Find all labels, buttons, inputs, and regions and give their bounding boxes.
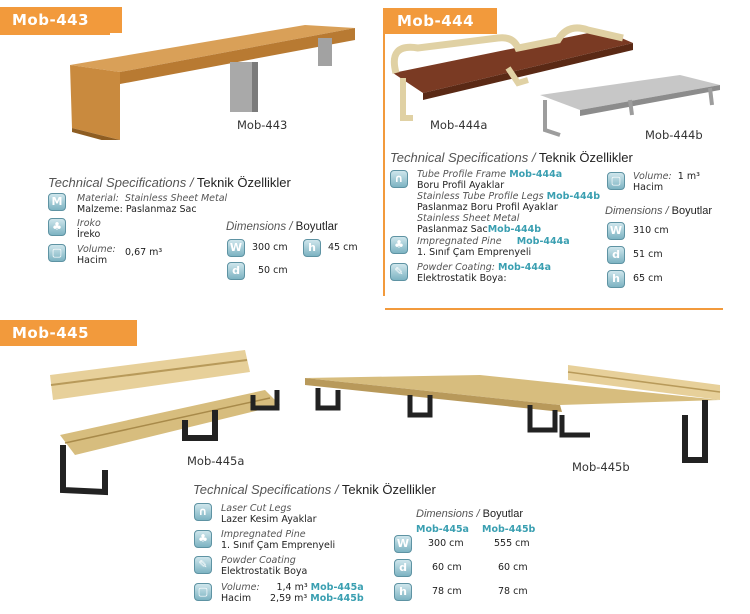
volume-label-en: Volume:	[77, 244, 116, 255]
bench-445a-image	[45, 350, 285, 500]
dims-heading-445	[416, 508, 523, 520]
powder-row-445	[221, 555, 307, 577]
depth-value-445b: 60 cm	[498, 562, 528, 573]
tech-spec-tr: Teknik Özellikler	[538, 150, 633, 165]
tech-spec-heading-445	[193, 482, 436, 497]
dims-tr: Boyutlar	[671, 205, 712, 217]
frame-label-tr: Boru Profil Ayaklar	[417, 180, 505, 191]
volume-label-tr: Hacim	[221, 593, 252, 604]
volume-label-tr: Hacim	[633, 182, 664, 193]
pine-ref: Mob-444a	[516, 236, 570, 247]
vertical-divider	[383, 8, 385, 296]
height-value-444: 65 cm	[633, 273, 663, 284]
width-icon: W	[394, 535, 412, 553]
volume-values-445	[270, 582, 364, 604]
section-tag-mob-443: Mob-443	[0, 7, 122, 33]
bench-445b-image	[300, 360, 730, 465]
powder-label-en: Powder Coating	[221, 555, 296, 566]
volume-ref-b: Mob-445b	[310, 593, 364, 604]
wood-icon: ♣	[48, 218, 66, 236]
height-icon: h	[607, 270, 625, 288]
volume-label-tr: Hacim	[77, 255, 108, 266]
volume-ref-a: Mob-445a	[310, 582, 364, 593]
height-icon: h	[394, 583, 412, 601]
legs-label-tr: Paslanmaz Boru Profil Ayaklar	[417, 202, 558, 213]
pine-row-444	[417, 236, 570, 258]
powder-row-444	[417, 262, 551, 284]
top-divider-443	[0, 33, 110, 35]
volume-value-443: 0,67 m³	[125, 247, 163, 258]
powder-icon: ✎	[390, 263, 408, 281]
volume-label-en: Volume:	[633, 171, 672, 182]
powder-label-tr: Elektrostatik Boya	[221, 566, 308, 577]
width-value-443: 300 cm	[252, 242, 288, 253]
material-value-en: Stainless Sheet Metal	[124, 193, 228, 204]
bench-443-image	[60, 20, 365, 140]
powder-label-en: Powder Coating:	[417, 262, 495, 273]
caption-mob-445b: Mob-445b	[572, 460, 630, 474]
material-row	[77, 193, 227, 215]
powder-ref: Mob-444a	[498, 262, 551, 273]
legs-label-en: Stainless Tube Profile Legs	[417, 191, 544, 202]
wood-label-en: Iroko	[77, 218, 101, 229]
volume-value-444: 1 m³	[677, 171, 700, 182]
tech-spec-tr: Teknik Özellikler	[341, 482, 436, 497]
caption-mob-443: Mob-443	[237, 118, 288, 132]
dims-en: Dimensions /	[226, 221, 293, 233]
legs-icon: ∩	[194, 503, 212, 521]
legs-row	[221, 503, 317, 525]
sheet-ref: Mob-444b	[487, 224, 542, 235]
tech-spec-heading-443	[48, 175, 291, 190]
dims-en: Dimensions /	[416, 508, 480, 520]
dims-tr: Boyutlar	[295, 221, 338, 233]
pine-icon: ♣	[390, 236, 408, 254]
dims-heading-443	[226, 221, 338, 233]
dims-heading-444	[605, 205, 712, 217]
tech-spec-en: Technical Specifications /	[48, 175, 194, 190]
sheet-label-tr: Paslanmaz Sac	[417, 224, 488, 235]
depth-icon: d	[394, 559, 412, 577]
pine-label-en: Impregnated Pine	[417, 236, 502, 247]
volume-row-443	[77, 244, 116, 266]
section-tag-mob-444: Mob-444	[385, 8, 497, 34]
width-value-444: 310 cm	[633, 225, 669, 236]
material-label-en: Material:	[77, 193, 119, 204]
dims-en: Dimensions /	[605, 205, 669, 217]
tech-spec-heading-444	[390, 150, 633, 165]
depth-value-443: 50 cm	[258, 265, 288, 276]
frame-icon: ∩	[390, 170, 408, 188]
height-icon: h	[303, 239, 321, 257]
pine-label-tr: 1. Sınıf Çam Emprenyeli	[417, 247, 532, 258]
volume-label-en: Volume:	[221, 582, 260, 593]
height-value-445a: 78 cm	[432, 586, 462, 597]
tech-spec-en: Technical Specifications /	[193, 482, 339, 497]
depth-value-445a: 60 cm	[432, 562, 462, 573]
volume-icon: ▢	[607, 172, 625, 190]
section-tag-mob-445: Mob-445	[0, 320, 137, 346]
frame-row	[417, 169, 600, 235]
volume-value-a: 1,4 m³	[276, 582, 308, 593]
volume-icon: ▢	[194, 583, 212, 601]
height-value-443: 45 cm	[328, 242, 358, 253]
depth-icon: d	[607, 246, 625, 264]
pine-label-tr: 1. Sınıf Çam Emprenyeli	[221, 540, 336, 551]
wood-label-tr: İreko	[77, 229, 101, 240]
wood-row	[77, 218, 101, 240]
tech-spec-en: Technical Specifications /	[390, 150, 536, 165]
width-icon: W	[227, 239, 245, 257]
caption-mob-444a: Mob-444a	[430, 118, 488, 132]
pine-label-en: Impregnated Pine	[221, 529, 306, 540]
caption-mob-444b: Mob-444b	[645, 128, 703, 142]
depth-value-444: 51 cm	[633, 249, 663, 260]
legs-label-tr: Lazer Kesim Ayaklar	[221, 514, 317, 525]
dims-col-b: Mob-445b	[482, 524, 536, 535]
height-value-445b: 78 cm	[498, 586, 528, 597]
legs-label-en: Laser Cut Legs	[221, 503, 292, 514]
width-icon: W	[607, 222, 625, 240]
material-label-tr: Malzeme:	[77, 204, 123, 215]
material-value-tr: Paslanmaz Sac	[125, 204, 197, 215]
material-icon: M	[48, 193, 66, 211]
section-divider	[385, 308, 723, 310]
volume-row-445	[221, 582, 260, 604]
volume-value-b: 2,59 m³	[270, 593, 308, 604]
powder-label-tr: Elektrostatik Boya:	[417, 273, 507, 284]
legs-ref: Mob-444b	[546, 191, 600, 202]
caption-mob-445a: Mob-445a	[187, 454, 245, 468]
dims-tr: Boyutlar	[482, 508, 523, 520]
dims-col-a: Mob-445a	[416, 524, 469, 535]
powder-icon: ✎	[194, 556, 212, 574]
frame-label-en: Tube Profile Frame	[417, 169, 507, 180]
frame-ref: Mob-444a	[509, 169, 563, 180]
width-value-445a: 300 cm	[428, 538, 464, 549]
volume-row-444	[633, 171, 700, 193]
volume-icon: ▢	[48, 244, 66, 262]
depth-icon: d	[227, 262, 245, 280]
width-value-445b: 555 cm	[494, 538, 530, 549]
tech-spec-tr: Teknik Özellikler	[196, 175, 291, 190]
pine-icon: ♣	[194, 530, 212, 548]
pine-row-445	[221, 529, 335, 551]
top-divider-445	[0, 344, 125, 346]
sheet-label-en: Stainless Sheet Metal	[417, 213, 520, 224]
